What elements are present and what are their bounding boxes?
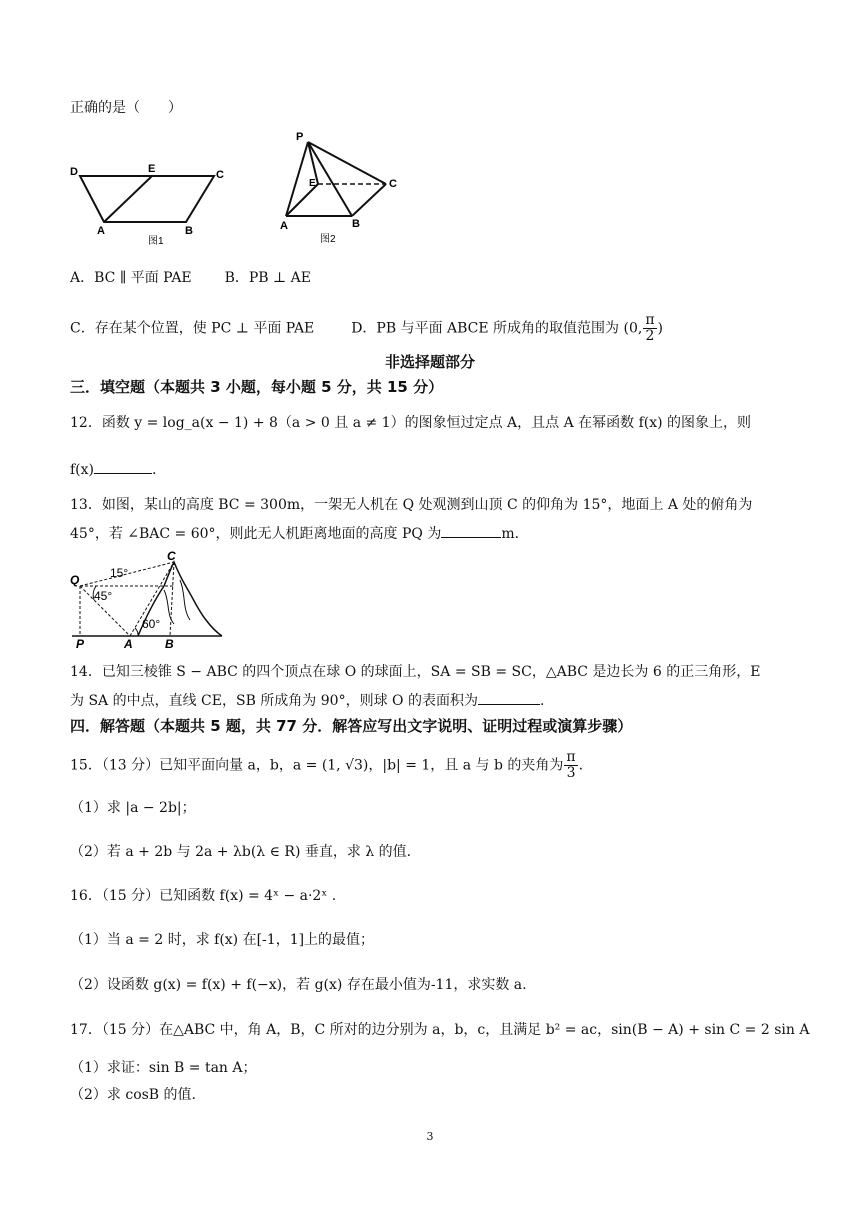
q11-option-d-fraction: $\frac{\pi}{2}$ bbox=[645, 312, 655, 344]
part4-heading: 四．解答题（本题共 5 题，共 77 分．解答应写出文字说明、证明过程或演算步骤） bbox=[70, 717, 633, 735]
q13-answer-blank[interactable] bbox=[441, 523, 501, 538]
q16-part1: （1）当 a = 2 时，求 f(x) 在[-1，1]上的最值； bbox=[70, 932, 375, 948]
fig1-segment-ae bbox=[104, 176, 152, 222]
fig3-label-p: P bbox=[76, 637, 85, 650]
q13-line2: 45°，若 ∠BAC = 60°，则此无人机距离地面的高度 PQ 为 m． bbox=[70, 523, 529, 544]
fig1-shape bbox=[80, 176, 214, 222]
fig3-label-a: A bbox=[124, 637, 133, 650]
fig2-label-c: C bbox=[389, 178, 397, 190]
q15-main: 15．（13 分）已知平面向量 a，b，a = (1, √3)，|b| = 1，且 a 与 b 的夹角为 $\frac{\pi}{3}$ . bbox=[70, 749, 584, 781]
q11-option-d: D．PB 与平面 ABCE 所成角的取值范围为 bbox=[351, 320, 620, 337]
fig3-label-b: B bbox=[165, 637, 174, 650]
q11-option-c: C．存在某个位置，使 PC ⊥ 平面 PAE bbox=[70, 320, 315, 337]
q12-answer-blank[interactable] bbox=[94, 459, 152, 474]
fig2-label-p: P bbox=[296, 131, 304, 143]
fig1-label-d: D bbox=[70, 166, 78, 178]
q15-fraction: $\frac{\pi}{3}$ bbox=[566, 749, 576, 781]
q11-option-d-range-open: (0, bbox=[623, 320, 643, 337]
q14-line1: 14．已知三棱锥 S − ABC 的四个顶点在球 O 的球面上，SA = SB = SC，△ABC 是边长为 6 的正三角形，E bbox=[70, 664, 761, 680]
fig3-angle-15: 15° bbox=[110, 566, 129, 580]
fig1-caption: 图1 bbox=[148, 236, 164, 247]
q17-main: 17．（15 分）在△ABC 中，角 A，B，C 所对的边分别为 a，b，c，且满足 b² = ac，sin(B − A) + sin C = 2 sin A bbox=[70, 1022, 810, 1038]
fig2-caption: 图2 bbox=[320, 234, 336, 245]
fig1-label-b: B bbox=[185, 225, 193, 237]
q11-options-ab bbox=[70, 268, 311, 288]
q11-option-a: A．BC ∥ 平面 PAE bbox=[70, 270, 192, 286]
fig1-label-a: A bbox=[97, 225, 105, 237]
q16-part2: （2）设函数 g(x) = f(x) + f(−x)，若 g(x) 存在最小值为-11，求实数 a. bbox=[70, 977, 527, 993]
q15-part2: （2）若 a + 2b 与 2a + λb(λ ∈ R) 垂直，求 λ 的值. bbox=[70, 844, 412, 860]
q11-option-d-range-close: ) bbox=[657, 320, 664, 337]
section-title: 非选择题部分 bbox=[384, 353, 475, 371]
fig1-label-c: C bbox=[216, 169, 224, 181]
fig3-label-c: C bbox=[167, 550, 176, 563]
q12-line2: f(x) . bbox=[70, 459, 156, 480]
fig2-label-b: B bbox=[352, 218, 360, 230]
figure-2 bbox=[276, 128, 406, 246]
q11-tail: 正确的是（ ） bbox=[70, 100, 182, 116]
fig3-angle-45: 45° bbox=[94, 589, 113, 603]
q17-part1: （1）求证：sin B = tan A； bbox=[70, 1060, 257, 1076]
fig2-label-e: E bbox=[309, 178, 316, 189]
page-number: 3 bbox=[426, 1130, 434, 1143]
q11-option-b: B．PB ⊥ AE bbox=[224, 270, 311, 286]
q11-options-cd bbox=[70, 313, 663, 344]
q16-main: 16．（15 分）已知函数 f(x) = 4ˣ − a·2ˣ . bbox=[70, 888, 337, 904]
q12-line1: 12．函数 y = log_a(x − 1) + 8（a > 0 且 a ≠ 1）的图象恒过定点 A，且点 A 在幂函数 f(x) 的图象上，则 bbox=[70, 415, 752, 431]
part3-heading: 三．填空题（本题共 3 小题，每小题 5 分，共 15 分） bbox=[70, 378, 444, 396]
figure-1 bbox=[64, 158, 234, 248]
q17-part2: （2）求 cosB 的值. bbox=[70, 1087, 196, 1103]
fig2-label-a: A bbox=[280, 220, 288, 232]
q15-part1: （1）求 |a − 2b|； bbox=[70, 800, 196, 816]
fig1-label-e: E bbox=[148, 163, 156, 175]
q14-answer-blank[interactable] bbox=[478, 690, 540, 705]
q13-line1: 13．如图，某山的高度 BC = 300m，一架无人机在 Q 处观测到山顶 C 的仰角为 15°，地面上 A 处的俯角为 bbox=[70, 497, 753, 513]
q14-line2: 为 SA 的中点，直线 CE，SB 所成角为 90°，则球 O 的表面积为 . bbox=[70, 690, 544, 711]
figure-3 bbox=[66, 550, 226, 650]
fig3-label-q: Q bbox=[70, 573, 80, 587]
fig3-angle-60: 60° bbox=[142, 617, 161, 631]
